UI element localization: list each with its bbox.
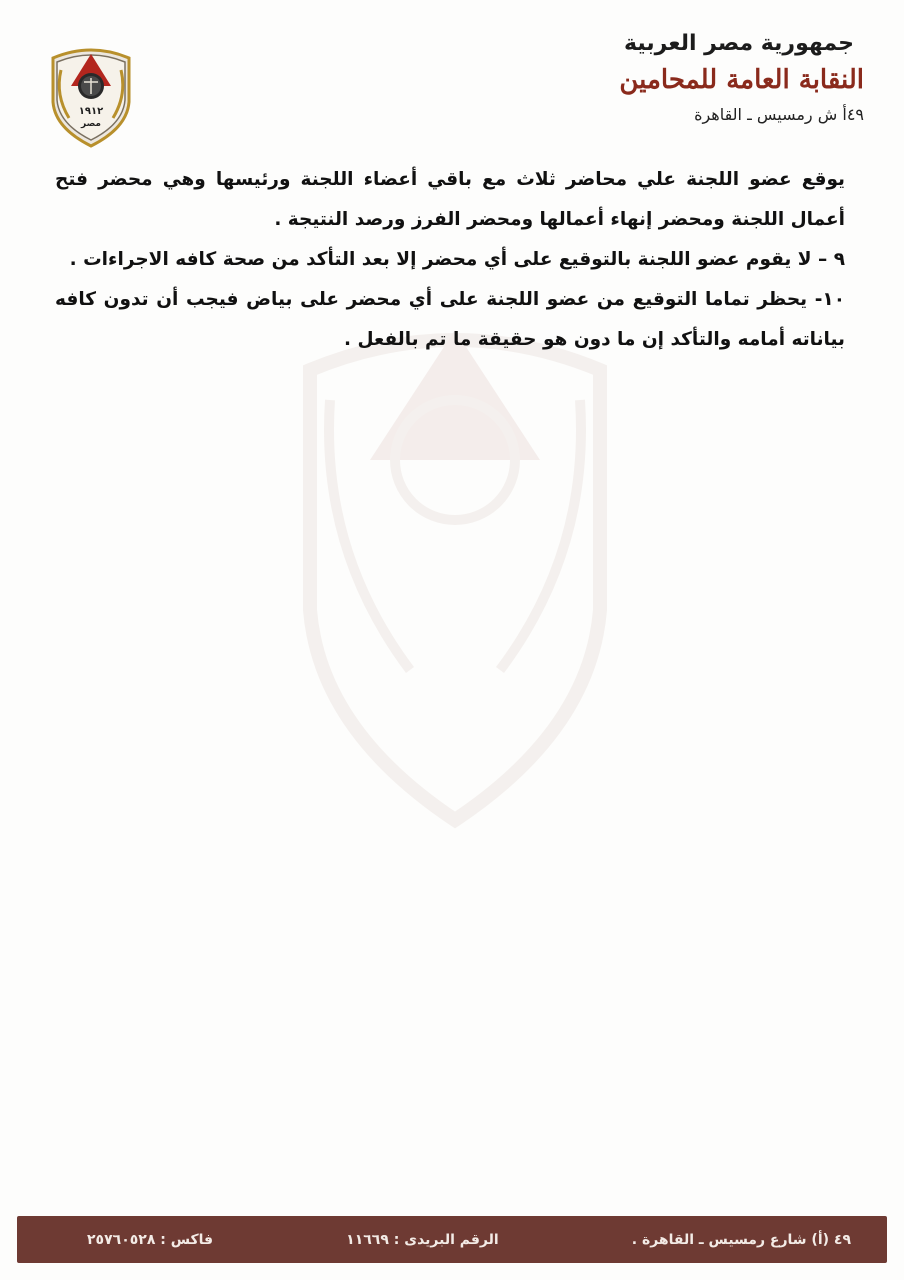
bar-association-logo-icon	[45, 40, 137, 148]
letterhead-header	[444, 28, 864, 128]
country-name: جمهورية مصر العربية	[624, 31, 854, 56]
logo-country: مصر	[80, 119, 102, 129]
footer-postal-code: الرقم البريدى : ١١٦٦٩	[346, 1231, 499, 1248]
footer-address: ٤٩ (أ) شارع رمسيس ـ القاهرة .	[631, 1231, 851, 1248]
paragraph-signing-reports: يوقع عضو اللجنة علي محاضر ثلاث مع باقي أعضاء اللجنة ورئيسها وهي محضر فتح أعمال اللجنة ومحضر إنهاء أعمالها ومحضر الفرز ورصد النتيجة .	[55, 169, 845, 230]
paragraph-item-10: ١٠- يحظر تماما التوقيع من عضو اللجنة على أي محضر على بياض فيجب أن تدون كافه بياناته أمامه والتأكد إن ما دون هو حقيقة ما تم بالفعل .	[55, 289, 845, 350]
document-body	[55, 160, 845, 360]
letterhead-footer	[17, 1216, 887, 1263]
organization-name: النقابة العامة للمحامين	[619, 65, 864, 95]
paragraph-item-9: ٩ – لا يقوم عضو اللجنة بالتوقيع على أي محضر إلا بعد التأكد من صحة كافه الاجراءات .	[69, 249, 845, 270]
header-address: ٤٩أ ش رمسيس ـ القاهرة	[694, 105, 864, 124]
logo-year: ١٩١٢	[78, 106, 104, 117]
footer-fax: فاكس : ٢٥٧٦٠٥٢٨	[87, 1231, 214, 1248]
